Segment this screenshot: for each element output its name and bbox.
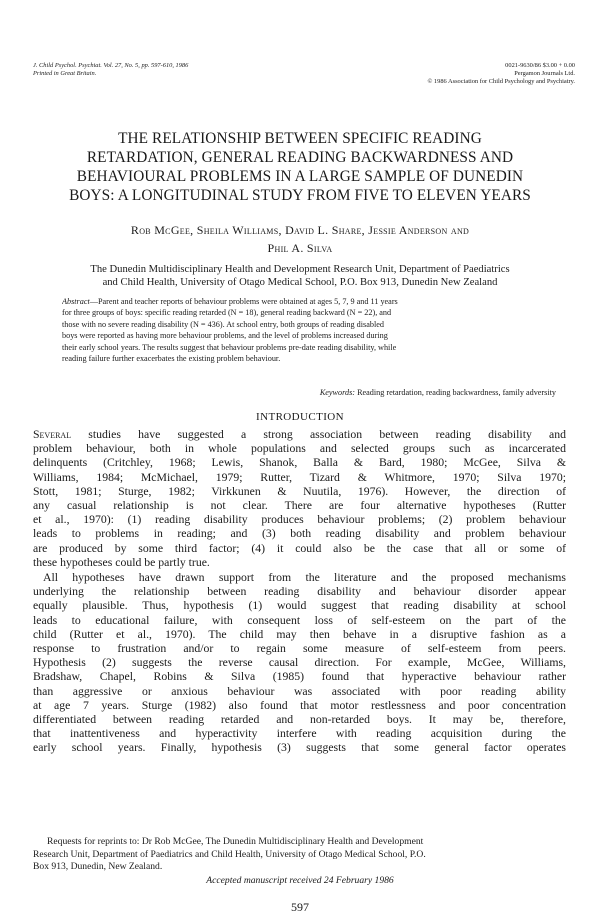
copyright: © 1986 Association for Child Psychology and Psychiatry. [427, 78, 575, 85]
abstract-line: boys were reported as having more behaviour problems, and the level of problems increased during [62, 331, 388, 341]
printed-in-line: Printed in Great Britain. [33, 70, 97, 77]
reprint-requests [33, 836, 566, 874]
intro-paragraph-1 [33, 428, 566, 570]
abstract-text: —Parent and teacher reports of behaviour problems were obtained at ages 5, 7, 9 and 11 years [89, 297, 398, 306]
title-line: RETARDATION, GENERAL READING BACKWARDNESS AND [86, 149, 514, 166]
body-line: equally plausible. Thus, hypothesis (1) would suggest that reading disability at school [33, 599, 566, 613]
reprint-line: Box 913, Dunedin, New Zealand. [33, 861, 163, 873]
page-number: 597 [291, 900, 309, 914]
abstract [62, 296, 556, 364]
keywords-text: Reading retardation, reading backwardness, family adversity [355, 388, 556, 397]
body-line: differentiated between reading retarded and non-retarded boys. It may be, therefore, [33, 713, 566, 727]
abstract-label: Abstract [62, 297, 90, 306]
keywords [320, 387, 556, 398]
body-line: response to frustration and/or to regain some measure of self-esteem from peers. [33, 642, 566, 656]
body-line: early school years. Finally, hypothesis (3) suggests that some general factor operates [33, 741, 566, 755]
abstract-line: reading failure further exacerbates the existing problem behaviour. [62, 354, 281, 364]
body-line: Hypothesis (2) suggests the reverse causal direction. For example, McGee, Williams, [33, 656, 566, 670]
body-text: studies have suggested a strong association between reading disability and [71, 428, 566, 441]
title-line: BEHAVIOURAL PROBLEMS IN A LARGE SAMPLE OF DUNEDIN [76, 168, 524, 185]
authors-line: Phil A. Silva [267, 241, 333, 255]
citation-line: J. Child Psychol. Psychiat. Vol. 27, No. 5, pp. 597-610, 1986 [33, 62, 189, 69]
body-line: at age 7 years. Sturge (1982) also found that motor restlessness and poor concentration [33, 698, 566, 712]
accepted-date: Accepted manuscript received 24 February 1986 [206, 875, 394, 886]
body-line: Bradshaw, Chapel, Robins & Silva (1985) found that hyperactive behaviour rather [33, 670, 566, 684]
lead-word: Several [33, 428, 72, 441]
body-line: et al., 1970): (1) reading disability produces behaviour problems; (2) problem behaviour [33, 513, 566, 527]
journal-citation [33, 62, 188, 78]
body-line: than aggressive or anxious behaviour was associated with poor reading ability [33, 684, 566, 698]
body-line: All hypotheses have drawn support from the literature and the proposed mechanisms [43, 571, 566, 584]
affiliation-line: The Dunedin Multidisciplinary Health and Development Research Unit, Department of Paediatrics [90, 264, 510, 275]
affiliation-line: and Child Health, University of Otago Medical School, P.O. Box 913, Dunedin New Zealand [102, 277, 498, 288]
author-list [20, 221, 580, 257]
abstract-line: those with no severe reading disability (N = 436). At school entry, both groups of reading disabled [62, 319, 384, 329]
reprint-line: Research Unit, Department of Paediatrics and Child Health, University of Otago Medical School, P.O. [33, 848, 426, 860]
section-heading: INTRODUCTION [256, 411, 344, 423]
body-line: problem behaviour, both in whole populations and selected groups such as incarcerated [33, 442, 566, 456]
body-line: child (Rutter et al., 1970). The child may then behave in a disruptive fashion as a [33, 627, 566, 641]
body-line [33, 428, 566, 442]
body-line: are produced by some third factor; (4) it could also be the case that all or some of [33, 541, 566, 555]
body-line: that inattentiveness and hyperactivity interfere with reading acquisition during the [33, 727, 566, 741]
body-line: Stott, 1981; Sturge, 1982; Virkkunen & Nuutila, 1976). However, the direction of [33, 484, 566, 498]
issn-price: 0021-9630/86 $3.00 + 0.00 [505, 62, 575, 69]
body-line: delinquents (Critchley, 1968; Lewis, Shanok, Balla & Bard, 1980; McGee, Silva & [33, 456, 566, 470]
body-line: leads to educational failure, with consequent loss of self-esteem on the part of the [33, 613, 566, 627]
authors-line: Rob McGee, Sheila Williams, David L. Share, Jessie Anderson and [130, 223, 470, 237]
body-line: Williams, 1984; McMichael, 1979; Rutter, Tizard & Whitmore, 1970; Silva 1970; [33, 470, 566, 484]
reprint-line: Requests for reprints to: Dr Rob McGee, The Dunedin Multidisciplinary Health and Development [47, 836, 424, 847]
abstract-line: their early school years. The results suggest that behaviour problems pre-date reading disability, while [62, 342, 397, 352]
affiliation [20, 263, 580, 289]
title-line: BOYS: A LONGITUDINAL STUDY FROM FIVE TO ELEVEN YEARS [69, 187, 531, 204]
body-line: any casual relationship is not clear. There are four alternative hypotheses (Rutter [33, 499, 566, 513]
intro-paragraph-2 [33, 571, 566, 756]
body-line: leads to problems in reading; and (3) both reading disability and problem behaviour [33, 527, 566, 541]
abstract-line [62, 296, 556, 307]
publisher-info [427, 62, 575, 86]
title-line: THE RELATIONSHIP BETWEEN SPECIFIC READING [118, 130, 482, 147]
body-line: these hypotheses could be partly true. [33, 555, 210, 569]
article-title [20, 129, 580, 205]
publisher: Pergamon Journals Ltd. [514, 70, 575, 77]
keywords-label: Keywords: [319, 388, 356, 397]
body-line: underlying the relationship between reading disability and behaviour disorder appear [33, 585, 566, 599]
abstract-line: for three groups of boys: specific reading retarded (N = 18), general reading backward (N = 22), and [62, 308, 392, 318]
